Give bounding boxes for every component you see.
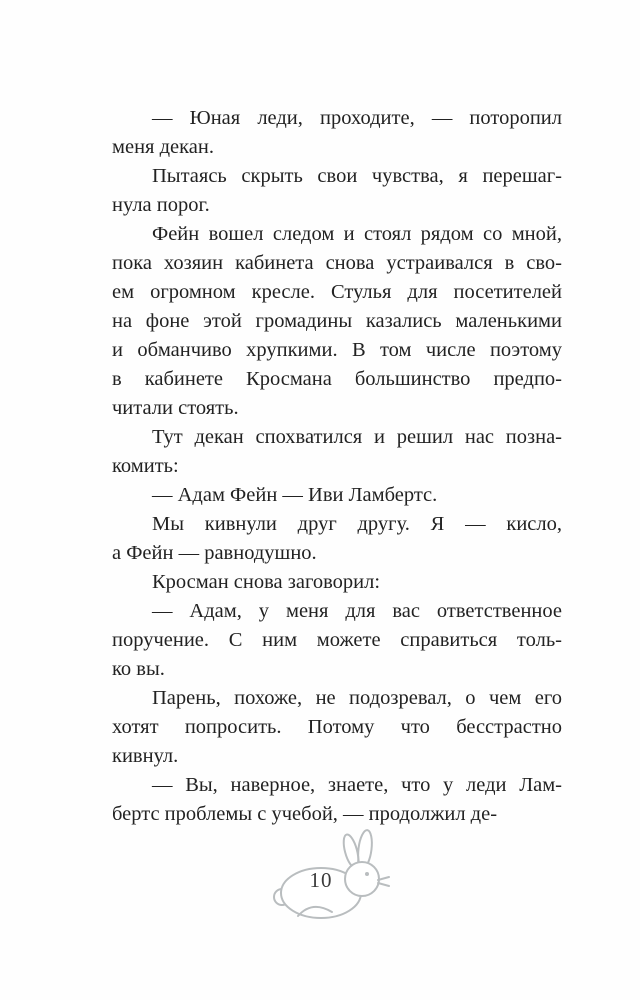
text-line: Пытаясь скрыть свои чувства, я перешаг- [152,165,562,187]
paragraph [112,104,562,162]
rabbit-page-ornament [268,824,400,924]
text-line: Парень, похоже, не подозревал, о чем его [152,687,562,709]
text-line: Кросман снова заговорил: [152,571,381,593]
text-line: кивнул. [112,745,179,767]
text-line: в кабинете Кросмана большинство предпо- [112,368,562,390]
text-line: читали стоять. [112,397,239,419]
paragraph [112,684,562,771]
text-line: — Адам Фейн — Иви Ламбертс. [152,484,438,506]
paragraph [112,771,562,829]
text-line: комить: [112,455,179,477]
page-number: 10 [309,868,333,892]
text-line: ко вы. [112,658,165,680]
text-line: Тут декан спохватился и решил нас позна- [152,426,562,448]
text-line: поручение. С ним можете справиться толь- [112,629,562,651]
text-line: ем огромном кресле. Стулья для посетителей [112,281,562,303]
paragraph [112,510,562,568]
paragraph [112,568,562,597]
text-line: а Фейн — равнодушно. [112,542,317,564]
text-line: нула порог. [112,194,210,216]
text-line: — Юная леди, проходите, — поторопил [152,107,562,129]
paragraph [112,162,562,220]
text-line: меня декан. [112,136,214,158]
text-line: — Адам, у меня для вас ответственное [152,600,562,622]
text-line: бертс проблемы с учебой, — продолжил де- [112,803,498,825]
text-line: хотят попросить. Потому что бесстрастно [112,716,562,738]
paragraph [112,597,562,684]
paragraph [112,481,562,510]
text-line: и обманчиво хрупкими. В том числе поэтому [112,339,562,361]
paragraph [112,423,562,481]
text-line: Фейн вошел следом и стоял рядом со мной, [152,223,562,245]
text-line: Мы кивнули друг другу. Я — кисло, [152,513,562,535]
page-text [112,104,562,829]
text-line: — Вы, наверное, знаете, что у леди Лам- [152,774,562,796]
text-line: на фоне этой громадины казались маленькими [112,310,562,332]
text-line: пока хозяин кабинета снова устраивался в сво- [112,252,562,274]
page-footer [0,824,640,924]
paragraph [112,220,562,423]
